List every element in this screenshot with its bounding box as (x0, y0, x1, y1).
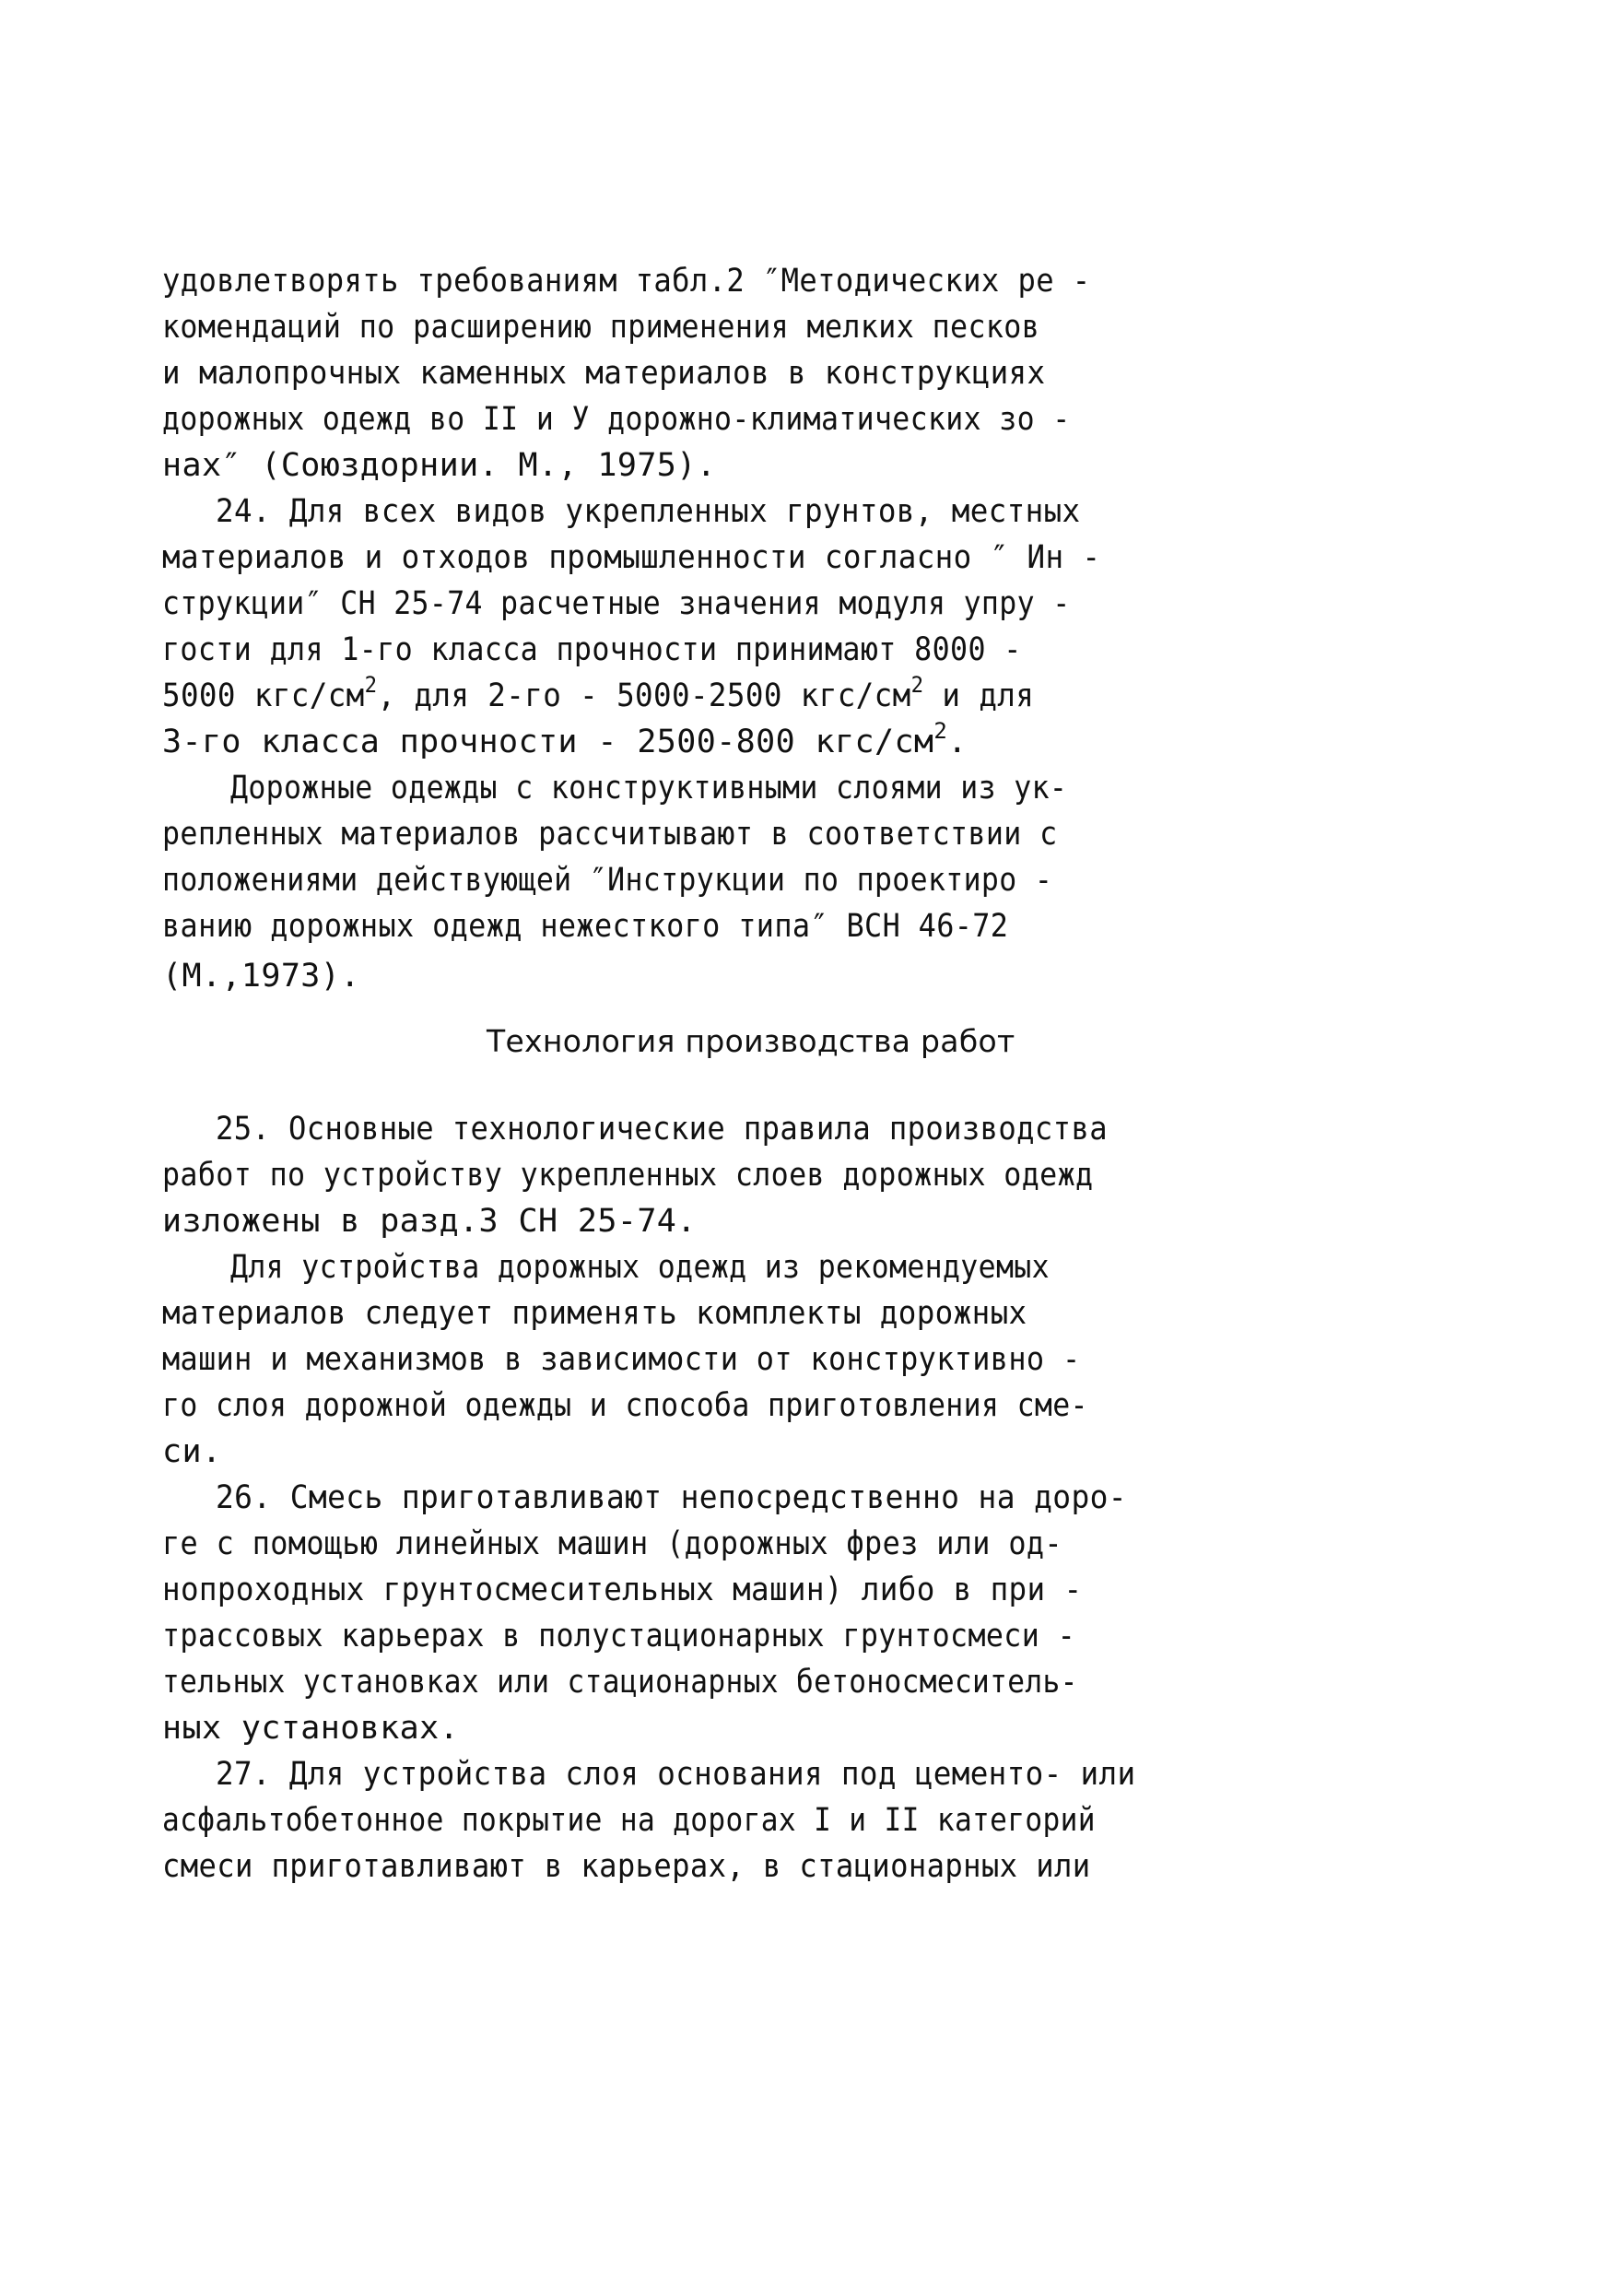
text-fragment: 3-го класса прочности - 2500-800 кгс/см (162, 724, 934, 760)
text-fragment: . (947, 724, 968, 760)
text-line: работ по устройству укрепленных слоев дорожных одежд (162, 1157, 1094, 1194)
text-line: удовлетворять требованиям табл.2 ″Методических ре - (162, 263, 1091, 300)
text-line: материалов и отходов промышленности согласно ″ Ин - (162, 539, 1101, 576)
superscript: 2 (910, 672, 924, 699)
text-line: го слоя дорожной одежды и способа приготовления сме- (162, 1387, 1088, 1424)
text-line (162, 718, 968, 767)
text-line: ванию дорожных одежд нежесткого типа″ ВСН 46-72 (162, 908, 1009, 945)
text-line (162, 672, 1035, 721)
text-line: комендаций по расширению применения мелких песков (162, 309, 1040, 346)
text-line: машин и механизмов в зависимости от конструктивно - (162, 1341, 1081, 1378)
text-line: трассовых карьерах в полустационарных грунтосмеси - (162, 1618, 1076, 1654)
text-line: Дорожные одежды с конструктивными слоями из ук- (230, 770, 1068, 807)
text-fragment: и для (923, 677, 1035, 714)
text-line: нопроходных грунтосмесительных машин) либо в при - (162, 1572, 1083, 1608)
text-line: материалов следует применять комплекты дорожных (162, 1295, 1027, 1332)
text-line: положениями действующей ″Инструкции по проектиро - (162, 862, 1053, 899)
text-fragment: , для 2-го - 5000-2500 кгс/см (377, 677, 911, 714)
text-line: дорожных одежд во II и У дорожно-климатических зо - (162, 401, 1071, 438)
text-line: изложены в разд.3 СН 25-74. (162, 1203, 697, 1240)
text-line: ных установках. (162, 1710, 460, 1747)
text-line: тельных установках или стационарных бетоносмеситель- (162, 1664, 1078, 1701)
text-line: (М.,1973). (162, 958, 360, 995)
text-line: 24. Для всех видов укрепленных грунтов, местных (216, 493, 1081, 530)
text-line: смеси приготавливают в карьерах, в стационарных или (162, 1848, 1091, 1885)
text-line: асфальтобетонное покрытие на дорогах I и II категорий (162, 1802, 1096, 1839)
text-line: гости для 1-го класса прочности принимают 8000 - (162, 631, 1022, 668)
text-line: нах″ (Союздорнии. М., 1975). (162, 447, 717, 484)
text-line: 26. Смесь приготавливают непосредственно на доро- (216, 1479, 1127, 1516)
text-line: репленных материалов рассчитывают в соответствии с (162, 816, 1058, 853)
superscript: 2 (933, 718, 948, 745)
text-line: 27. Для устройства слоя основания под цементо- или (216, 1756, 1136, 1793)
text-line: 25. Основные технологические правила производства (216, 1111, 1108, 1148)
text-fragment: 5000 кгс/см (162, 677, 365, 714)
section-heading: Технология производства работ (487, 1023, 1015, 1059)
text-line: си. (162, 1433, 222, 1470)
text-line: и малопрочных каменных материалов в конструкциях (162, 355, 1046, 392)
text-line: ге с помощью линейных машин (дорожных фрез или од- (162, 1525, 1062, 1562)
superscript: 2 (364, 672, 378, 699)
text-line: струкции″ СН 25-74 расчетные значения модуля упру - (162, 585, 1071, 622)
text-line: Для устройства дорожных одежд из рекомендуемых (230, 1249, 1050, 1286)
